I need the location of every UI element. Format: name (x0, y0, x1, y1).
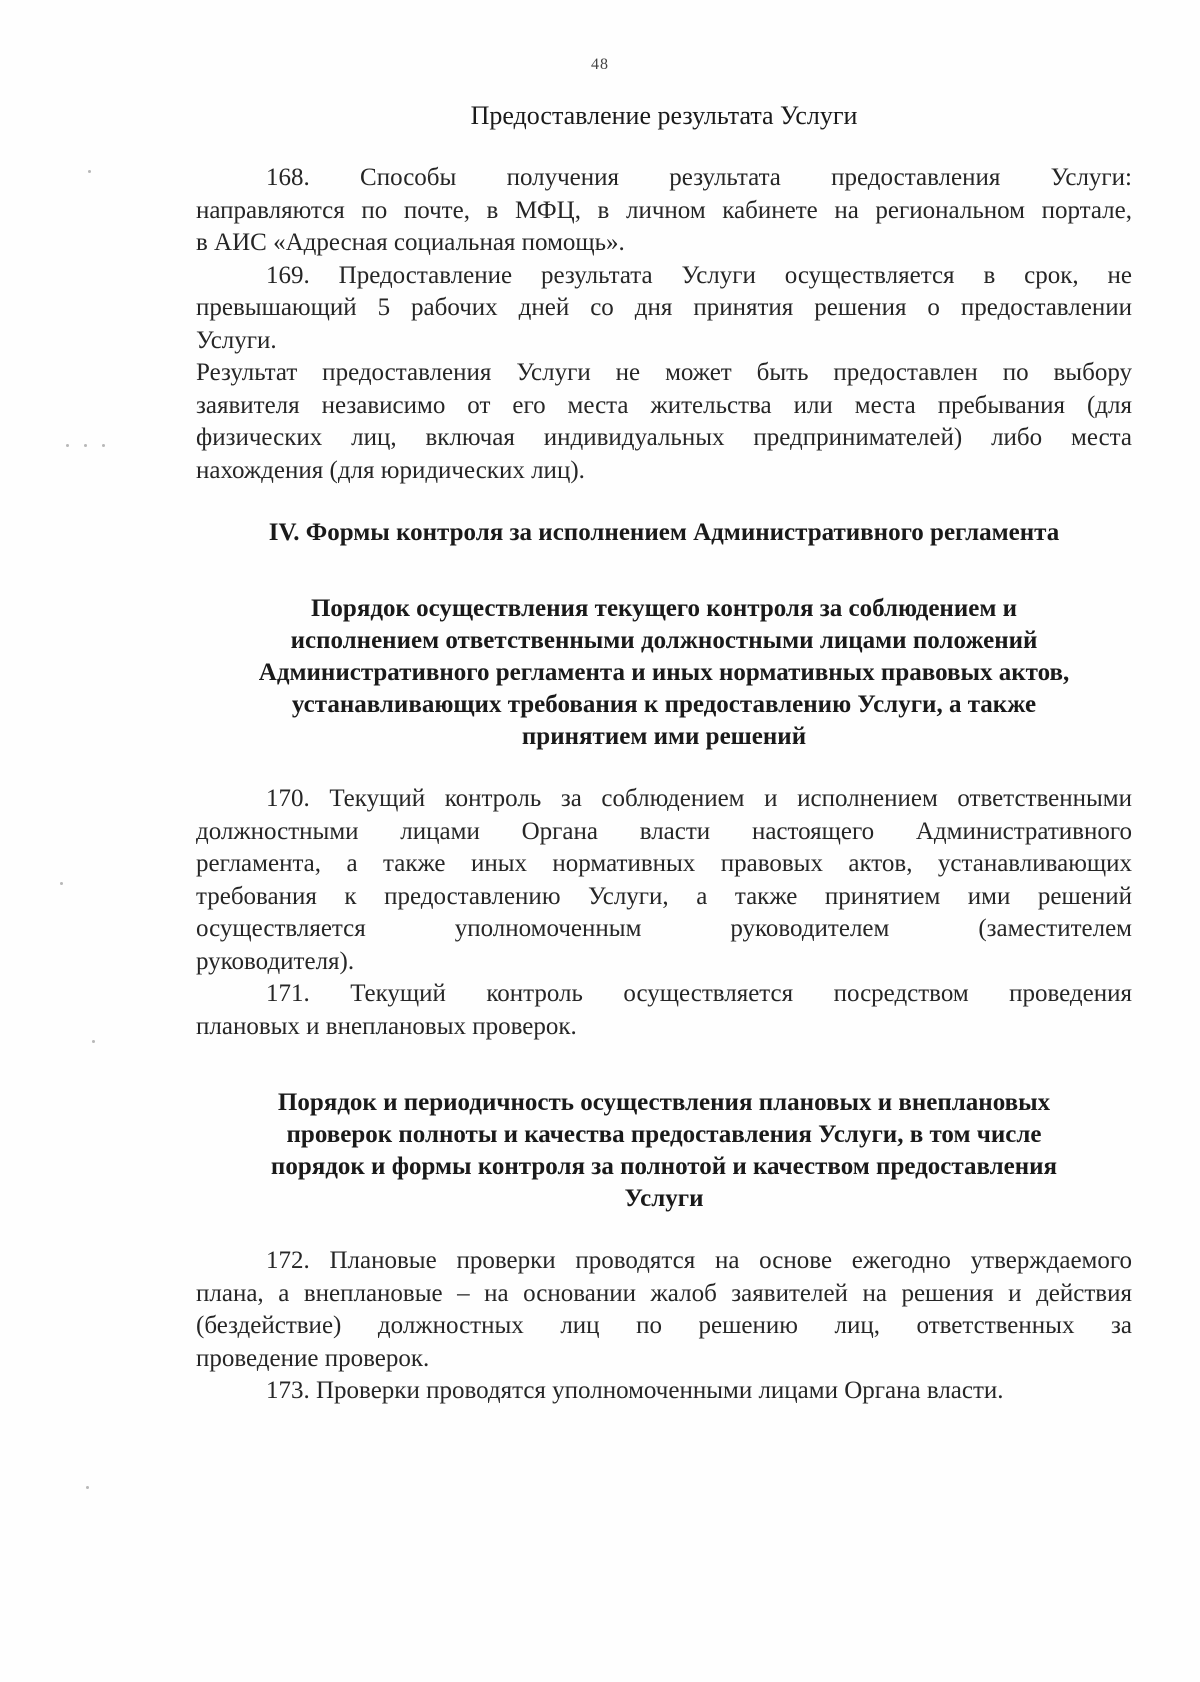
text-line: Результат предоставления Услуги не может быть предоставлен по выбору (196, 359, 1132, 386)
text-line: осуществляется уполномоченным руководителем (заместителем (196, 915, 1132, 942)
heading-line: Услуги (624, 1185, 704, 1212)
scan-artifact (84, 444, 87, 447)
paragraph-172 (196, 1245, 1132, 1375)
text-line: направляются по почте, в МФЦ, в личном кабинете на региональном портале, (196, 196, 1132, 224)
text-line: заявителя независимо от его места жительства или места пребывания (для (196, 391, 1132, 419)
chapter-heading-iv: IV. Формы контроля за исполнением Административного регламента (268, 519, 1060, 546)
scan-artifact (86, 1486, 89, 1489)
heading-line: Порядок осуществления текущего контроля за соблюдением и (310, 595, 1018, 622)
text-line: 172. Плановые проверки проводятся на основе ежегодно утверждаемого (266, 1247, 1132, 1274)
text-line: 171. Текущий контроль осуществляется посредством проведения (266, 980, 1132, 1007)
text-line: регламента, а также иных нормативных правовых актов, устанавливающих (196, 850, 1132, 877)
heading-line: принятием ими решений (521, 723, 807, 750)
paragraph-171 (196, 978, 1132, 1043)
scan-artifact (66, 444, 69, 447)
text-line: в АИС «Адресная социальная помощь». (196, 229, 625, 256)
heading-line: исполнением ответственными должностными лицами положений (290, 627, 1038, 654)
text-line: нахождения (для юридических лиц). (196, 456, 585, 484)
document-body (196, 100, 1132, 1408)
scan-artifact (102, 444, 105, 447)
paragraph-173 (196, 1375, 1132, 1408)
text-line: 173. Проверки проводятся уполномоченными лицами Органа власти. (266, 1377, 1004, 1404)
text-line: требования к предоставлению Услуги, а также принятием ими решений (196, 882, 1132, 910)
section-heading-inspections (196, 1087, 1132, 1215)
paragraph-169-continued (196, 357, 1132, 487)
heading-line: Порядок и периодичность осуществления плановых и внеплановых (277, 1089, 1051, 1116)
page-number: 48 (591, 56, 609, 73)
scan-artifact (88, 170, 91, 173)
text-line: превышающий 5 рабочих дней со дня принятия решения о предоставлении (196, 294, 1132, 321)
text-line: 169. Предоставление результата Услуги осуществляется в срок, не (266, 261, 1132, 289)
section-heading-result: Предоставление результата Услуги (470, 101, 858, 130)
heading-line: устанавливающих требования к предоставлению Услуги, а также (291, 691, 1037, 718)
scan-artifact (60, 882, 63, 885)
text-line: проведение проверок. (196, 1344, 430, 1372)
text-line: плана, а внеплановые – на основании жалоб заявителей на решения и действия (196, 1279, 1132, 1307)
text-line: должностными лицами Органа власти настоящего Административного (196, 817, 1132, 845)
text-line: 170. Текущий контроль за соблюдением и исполнением ответственными (266, 785, 1132, 812)
text-line: руководителя). (196, 947, 355, 975)
heading-line: Административного регламента и иных нормативных правовых актов, (258, 659, 1070, 686)
text-line: плановых и внеплановых проверок. (196, 1012, 577, 1040)
paragraph-169 (196, 260, 1132, 358)
text-line: физических лиц, включая индивидуальных предпринимателей) либо места (196, 424, 1132, 451)
paragraph-170 (196, 783, 1132, 978)
text-line: 168. Способы получения результата предоставления Услуги: (266, 164, 1132, 191)
heading-line: проверок полноты и качества предоставления Услуги, в том числе (286, 1121, 1042, 1148)
scan-artifact (92, 1040, 95, 1043)
text-line: Услуги. (196, 326, 277, 354)
text-line: (бездействие) должностных лиц по решению лиц, ответственных за (196, 1312, 1132, 1339)
section-heading-current-control (196, 593, 1132, 753)
heading-line: порядок и формы контроля за полнотой и качеством предоставления (270, 1153, 1058, 1180)
paragraph-168 (196, 162, 1132, 260)
